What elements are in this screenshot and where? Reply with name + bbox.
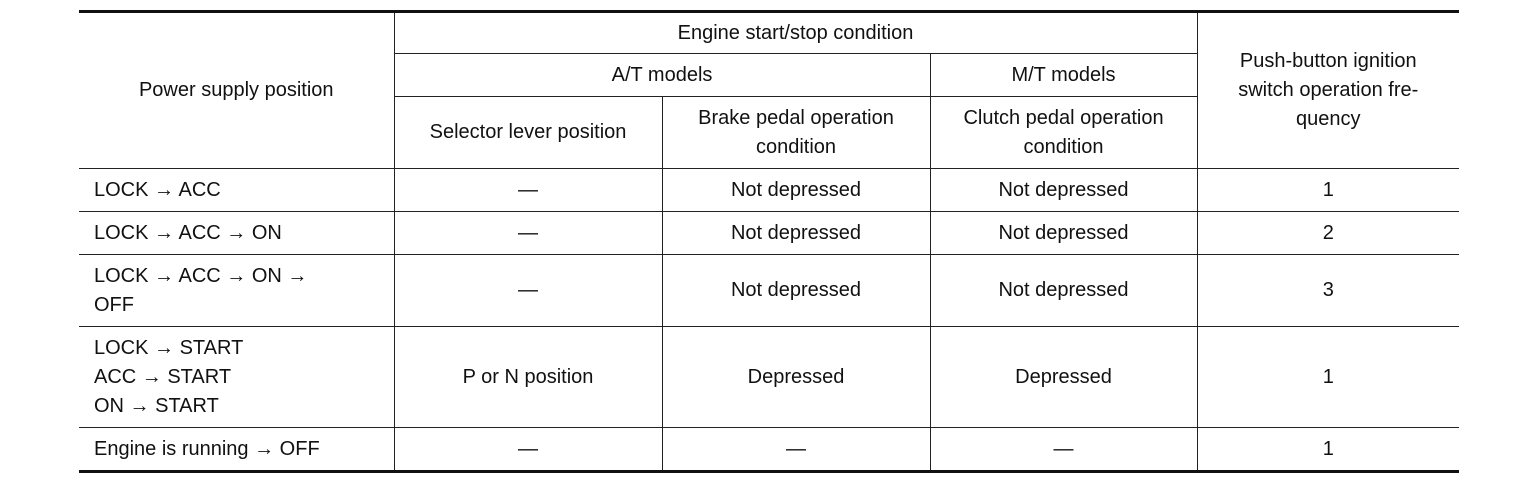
position-line: LOCK → ACC → ON (94, 221, 282, 244)
table-header (79, 13, 1459, 169)
header-clutch-pedal: Clutch pedal operation condition (930, 97, 1197, 169)
cell-frequency: 1 (1197, 327, 1459, 428)
header-at-models: A/T models (394, 54, 930, 97)
cell-power-supply-position (79, 169, 394, 212)
header-brake-pedal: Brake pedal operation condition (662, 97, 930, 169)
cell-power-supply-position (79, 327, 394, 428)
cell-clutch-pedal: — (930, 428, 1197, 471)
cell-power-supply-position (79, 212, 394, 255)
position-line: ACC → START (94, 365, 232, 388)
position-line: LOCK → ACC → ON → (94, 264, 308, 287)
header-engine-condition: Engine start/stop condition (394, 13, 1197, 54)
cell-power-supply-position (79, 428, 394, 471)
cell-frequency: 2 (1197, 212, 1459, 255)
header-power-supply-position: Power supply position (79, 13, 394, 169)
cell-selector-lever: — (394, 212, 662, 255)
header-mt-models: M/T models (930, 54, 1197, 97)
position-line: ON → START (94, 394, 219, 417)
position-line: Engine is running → OFF (94, 437, 320, 460)
cell-clutch-pedal: Not depressed (930, 212, 1197, 255)
cell-frequency: 1 (1197, 428, 1459, 471)
cell-frequency: 1 (1197, 169, 1459, 212)
cell-brake-pedal: Not depressed (662, 212, 930, 255)
cell-brake-pedal: Not depressed (662, 169, 930, 212)
cell-brake-pedal: Depressed (662, 327, 930, 428)
cell-clutch-pedal: Not depressed (930, 255, 1197, 327)
position-line: LOCK → ACC (94, 178, 221, 201)
table-row (79, 255, 1459, 327)
table-body (79, 169, 1459, 471)
cell-selector-lever: — (394, 255, 662, 327)
ignition-operation-table-frame (79, 10, 1459, 473)
cell-power-supply-position (79, 255, 394, 327)
header-frequency: Push-button ignition switch operation fre-quency (1197, 13, 1459, 169)
position-line: OFF (94, 293, 134, 316)
header-selector-lever-position: Selector lever position (394, 97, 662, 169)
table-row (79, 327, 1459, 428)
ignition-operation-table (79, 13, 1459, 470)
table-row (79, 212, 1459, 255)
cell-brake-pedal: Not depressed (662, 255, 930, 327)
table-row (79, 169, 1459, 212)
cell-frequency: 3 (1197, 255, 1459, 327)
cell-clutch-pedal: Depressed (930, 327, 1197, 428)
position-line: LOCK → START (94, 336, 244, 359)
cell-selector-lever: — (394, 169, 662, 212)
cell-brake-pedal: — (662, 428, 930, 471)
cell-selector-lever: — (394, 428, 662, 471)
table-row (79, 428, 1459, 471)
cell-selector-lever: P or N position (394, 327, 662, 428)
cell-clutch-pedal: Not depressed (930, 169, 1197, 212)
